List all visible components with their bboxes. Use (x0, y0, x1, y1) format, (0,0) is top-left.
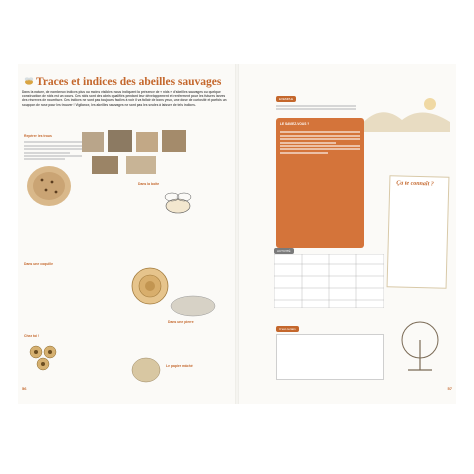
right-page (240, 64, 456, 404)
nest-photos (82, 128, 192, 178)
info-box (276, 118, 364, 248)
wood-log-illustration (24, 162, 74, 210)
section-heading: Le papier mâché (166, 364, 193, 368)
section-heading: Dans la boite (138, 182, 160, 186)
info-box-heading: LE SAVIEZ-VOUS ? (280, 122, 310, 126)
certain-tag: C'est certain (276, 326, 299, 332)
section-heading: Dans une coquille (24, 262, 54, 266)
intro-paragraph: Dans la nature, de nombreux indices plus ou moins visibles nous indiquent la présence de « nids » d'abeilles sauvages ou quelque construction de nids est un cours. Ces nids sont des abris qualifiés pendant leur développement et renferment pour les futures larves des réserves de nourriture. Ces indices ne sont pas toujours faciles à voir il va falloir de bons yeux, une dose de curiosité et parfois un soupçon de ruse pour les trouver ! Vigilance, les abeilles sauvages ne sont pas les seules à laisser de tels indices. (22, 90, 227, 107)
bee-drawing (158, 188, 198, 220)
page-title: Traces et indices des abeilles sauvages (36, 76, 222, 88)
spinning-wheel-illustration (390, 314, 450, 374)
side-note-card (387, 175, 450, 289)
snail-shell-illustration (126, 264, 174, 308)
page-number-right: 57 (447, 386, 452, 391)
hills-illustration (360, 92, 450, 132)
activity-tag: ACTIVITÉ (274, 248, 294, 254)
left-page (18, 64, 234, 404)
book-gutter (235, 64, 239, 404)
book-spread (18, 64, 456, 404)
exemple-text (276, 104, 356, 112)
exemple-tag: EXEMPLE (276, 96, 296, 102)
section-heading: Chez toi ! (24, 334, 40, 338)
page-number-left: 56 (22, 386, 27, 391)
observation-grid (274, 254, 384, 308)
section-text (24, 140, 82, 162)
section-heading: Dans une pierre (168, 320, 194, 324)
bamboo-bundle-illustration (24, 340, 64, 380)
stone-illustration (168, 292, 218, 318)
info-box-text (280, 130, 360, 155)
paper-nest-illustration (128, 354, 164, 384)
notebook-box (276, 334, 384, 380)
bee-icon (22, 76, 36, 86)
side-note-title: Ça te connaît ? (396, 180, 434, 188)
section-heading: Repérer les trous (24, 134, 52, 138)
